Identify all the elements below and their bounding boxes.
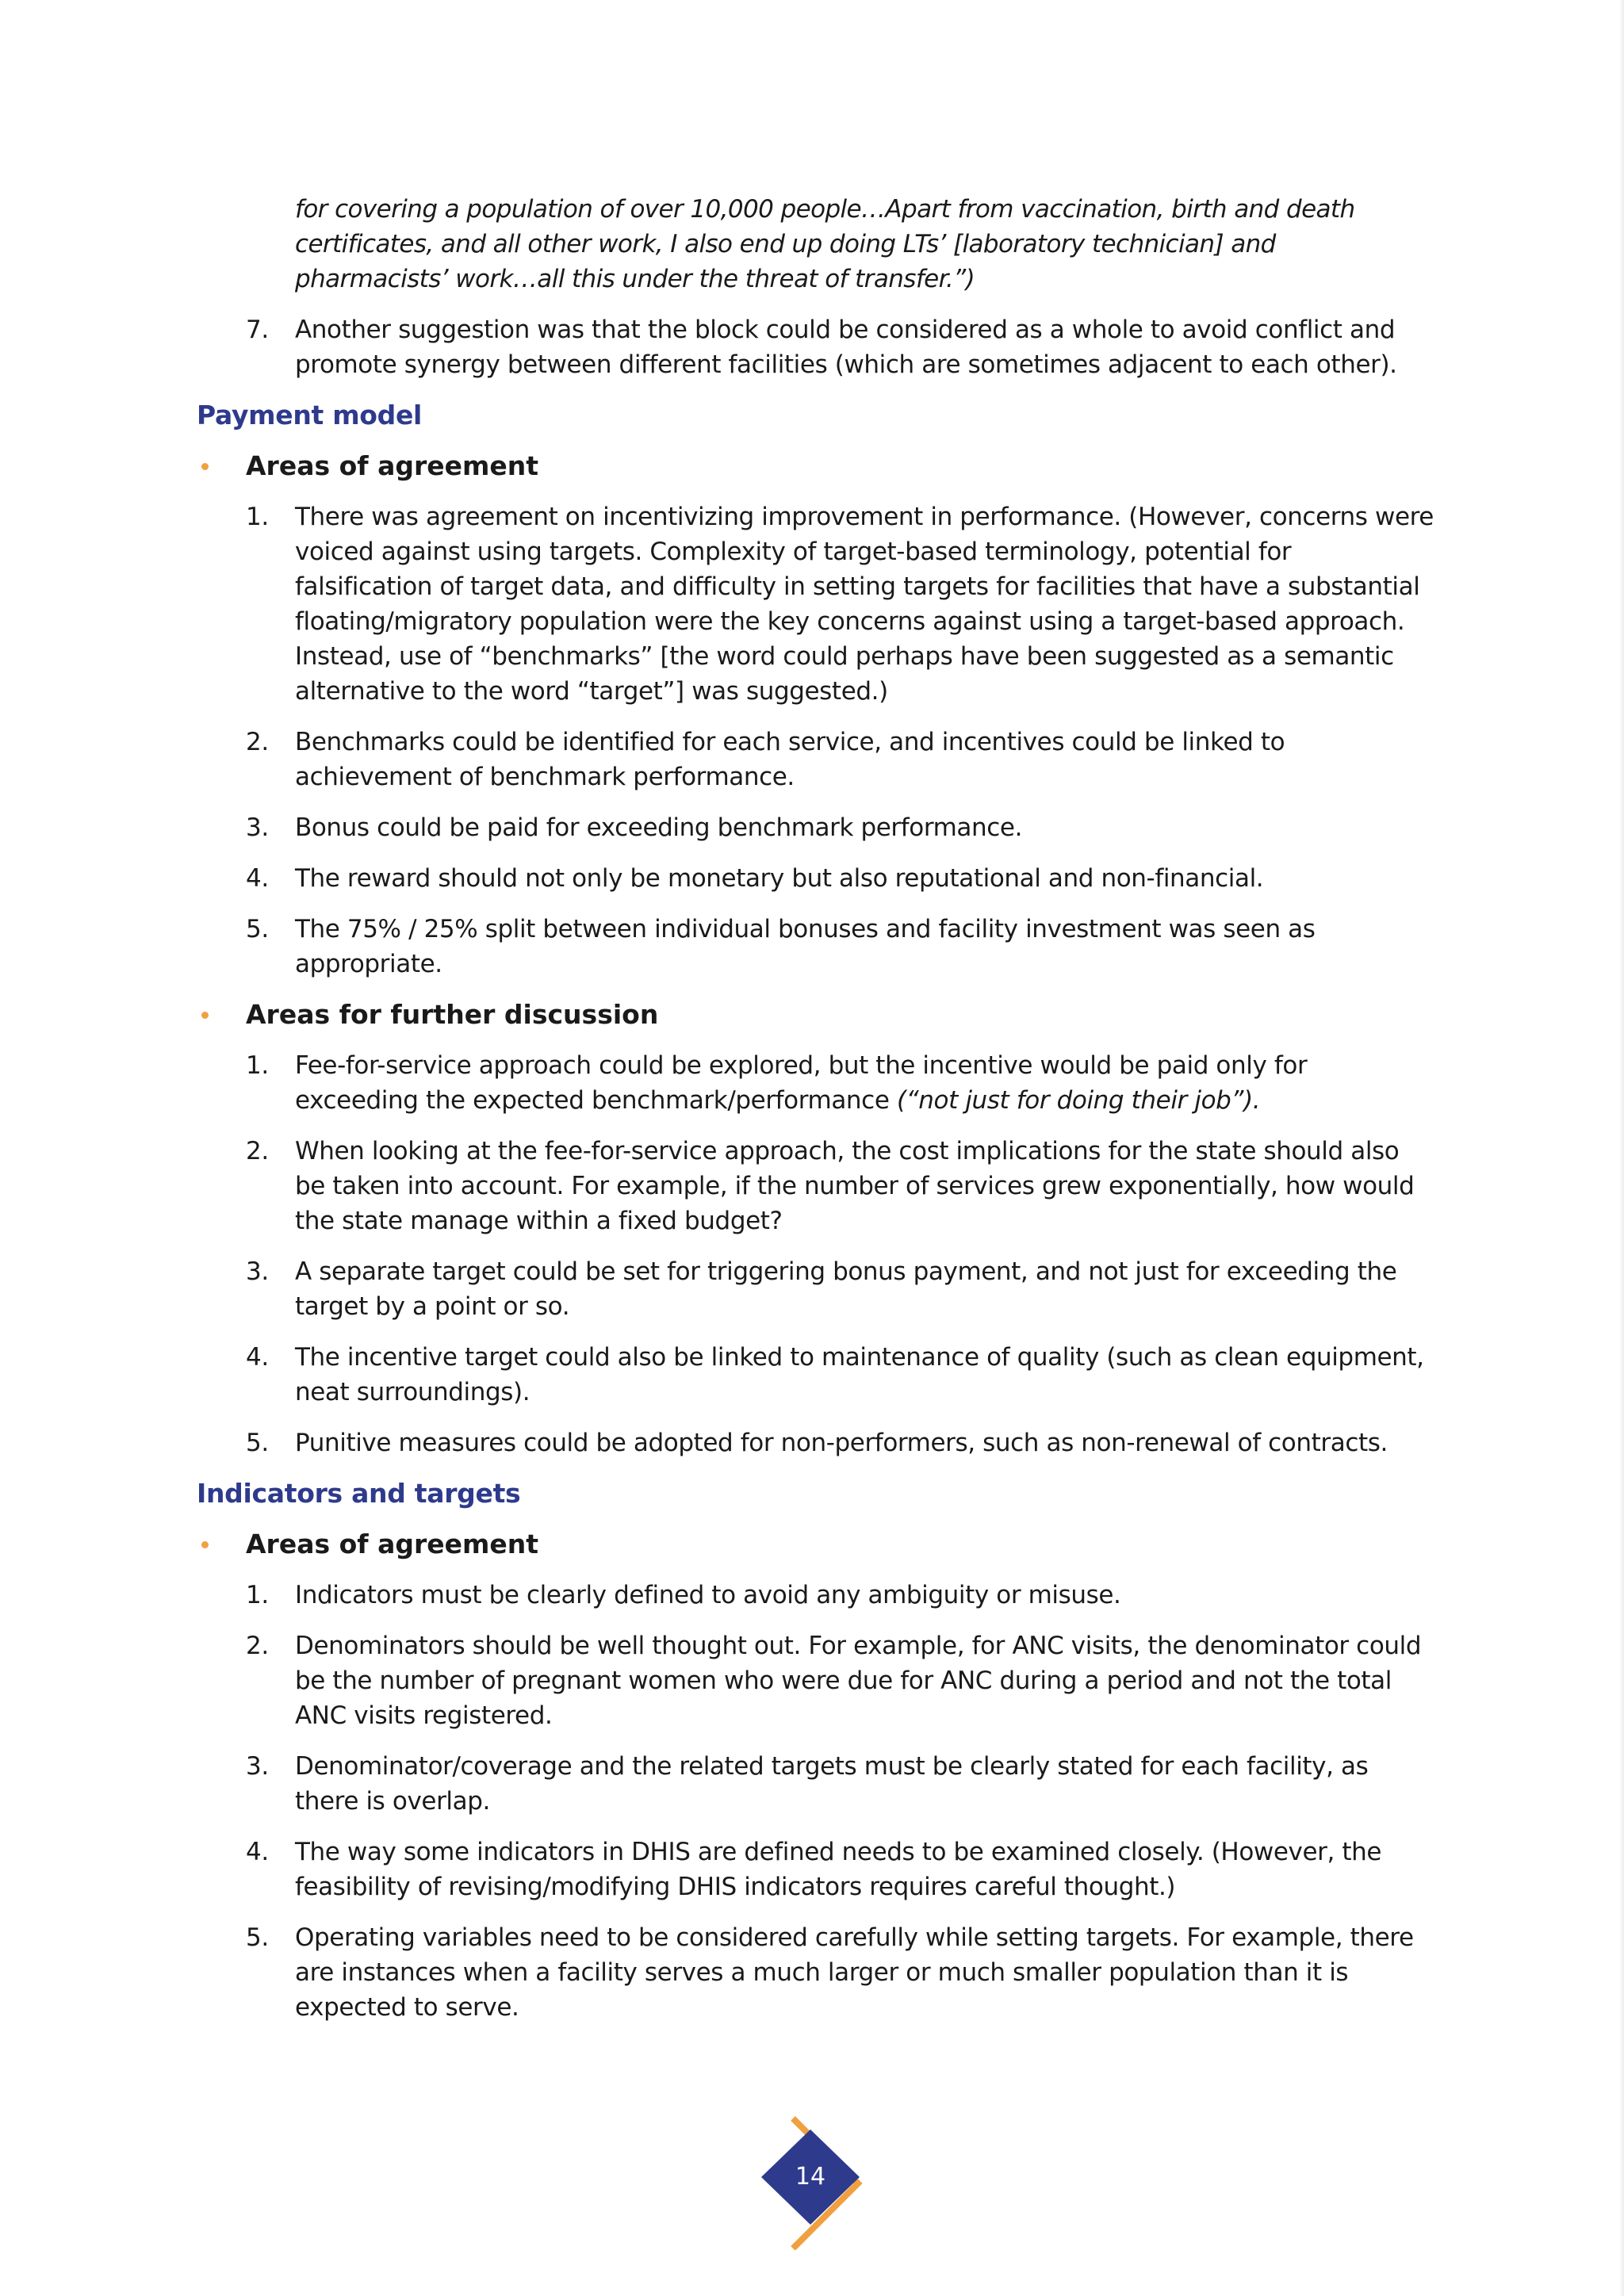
- list-item-number: 5.: [246, 915, 269, 943]
- payment-agreement-list: [197, 499, 1434, 982]
- list-item-number: 5.: [246, 1923, 269, 1952]
- list-item-text: Operating variables need to be considered carefully while setting targets. For example, there are instances when a facility serves a much larger or much smaller population than it is expected to serve.: [295, 1923, 1414, 2022]
- list-item-number: 2.: [246, 1137, 269, 1165]
- list-item: [197, 1254, 1434, 1324]
- list-item-number: 1.: [246, 1051, 269, 1080]
- list-item-number: 1.: [246, 1581, 269, 1609]
- bullet-dot-icon: [201, 1012, 209, 1019]
- list-item-text: The 75% / 25% split between individual bonuses and facility investment was seen as appropriate.: [295, 915, 1316, 978]
- list-item-text: Benchmarks could be identified for each service, and incentives could be linked to achievement of benchmark performance.: [295, 728, 1285, 791]
- list-item-number: 4.: [246, 1343, 269, 1372]
- list-item: [197, 1578, 1434, 1613]
- list-item-text: The incentive target could also be linked to maintenance of quality (such as clean equipment, neat surroundings).: [295, 1343, 1424, 1406]
- section-heading-payment-model: Payment model: [197, 400, 423, 430]
- list-item-number: 3.: [246, 1257, 269, 1286]
- bullet-dot-icon: [201, 1541, 209, 1548]
- list-item-text-main: Fee-for-service approach could be explored, but the incentive would be paid only for exceeding the expected benchmark/performance: [295, 1051, 1308, 1115]
- bullet-areas-of-agreement: [197, 449, 1434, 484]
- list-item-text: The way some indicators in DHIS are defined needs to be examined closely. (However, the feasibility of revising/modifying DHIS indicators requires careful thought.): [295, 1838, 1382, 1901]
- list-item-text: A separate target could be set for triggering bonus payment, and not just for exceeding the target by a point or so.: [295, 1257, 1397, 1321]
- list-item: [197, 725, 1434, 794]
- list-item-number: 3.: [246, 813, 269, 842]
- page-number: 14: [795, 2163, 826, 2191]
- bullet-areas-for-further-discussion: [197, 997, 1434, 1032]
- bullet-label: Areas for further discussion: [246, 999, 659, 1030]
- list-item-text: Indicators must be clearly defined to avoid any ambiguity or misuse.: [295, 1581, 1121, 1609]
- list-item-number: 2.: [246, 1632, 269, 1660]
- list-item: [197, 1134, 1434, 1238]
- list-item: [197, 912, 1434, 982]
- list-item: [197, 1749, 1434, 1819]
- list-item-text: [295, 1051, 1307, 1115]
- list-item-text: Denominators should be well thought out. For example, for ANC visits, the denominator could be the number of pregnant women who were due for ANC during a period and not the total ANC visits registered.: [295, 1632, 1422, 1730]
- list-item-text: Bonus could be paid for exceeding benchmark performance.: [295, 813, 1023, 842]
- list-item: [197, 499, 1434, 709]
- list-item-number: 5.: [246, 1429, 269, 1457]
- list-item: [197, 1425, 1434, 1460]
- list-item-text: Punitive measures could be adopted for non-performers, such as non-renewal of contracts.: [295, 1429, 1388, 1457]
- payment-discussion-list: [197, 1048, 1434, 1460]
- list-item-text: The reward should not only be monetary but also reputational and non-financial.: [295, 864, 1264, 893]
- section-heading-indicators-and-targets: Indicators and targets: [197, 1478, 521, 1509]
- list-item: [197, 1835, 1434, 1904]
- page-content: [197, 192, 1434, 2041]
- list-item-quote: (“not just for doing their job”).: [896, 1086, 1261, 1115]
- list-item: [197, 1628, 1434, 1733]
- page-edge-shadow: [1619, 0, 1624, 2296]
- list-item-text: Another suggestion was that the block could be considered as a whole to avoid conflict and promote synergy between different facilities (which are sometimes adjacent to each other).: [295, 316, 1397, 379]
- list-item: [197, 1340, 1434, 1410]
- list-item-number: 1.: [246, 503, 269, 531]
- list-item-text: There was agreement on incentivizing improvement in performance. (However, concerns were voiced against using targets. Complexity of target-based terminology, potential for falsification of target data, and difficulty in setting targets for facilities that have a substantial floating/migratory population were the key concerns against using a target-based approach. Instead, use of “benchmarks” [the word could perhaps have been suggested as a semantic alternative to the word “target”] was suggested.): [295, 503, 1434, 706]
- list-item-number: 4.: [246, 1838, 269, 1866]
- bullet-dot-icon: [201, 463, 209, 470]
- intro-list: [197, 312, 1434, 382]
- list-item: [197, 1920, 1434, 2025]
- list-item-text: Denominator/coverage and the related targets must be clearly stated for each facility, as there is overlap.: [295, 1752, 1369, 1816]
- list-item-number: 3.: [246, 1752, 269, 1781]
- list-item-number: 2.: [246, 728, 269, 756]
- list-item-text: When looking at the fee-for-service approach, the cost implications for the state should also be taken into account. For example, if the number of services grew exponentially, how would the state manage within a fixed budget?: [295, 1137, 1415, 1235]
- list-item-number: 4.: [246, 864, 269, 893]
- list-item-number: 7.: [246, 316, 269, 344]
- list-item: [197, 312, 1434, 382]
- bullet-label: Areas of agreement: [246, 1529, 539, 1559]
- bullet-areas-of-agreement: [197, 1527, 1434, 1562]
- quote-continuation: for covering a population of over 10,000 people…Apart from vaccination, birth and death certificates, and all other work, I also end up doing LTs’ [laboratory technician] and pharmacists’ work…all this under the threat of transfer.”): [295, 195, 1355, 293]
- list-item: [197, 861, 1434, 896]
- bullet-label: Areas of agreement: [246, 450, 539, 481]
- page-number-badge: [761, 2115, 888, 2250]
- indicators-agreement-list: [197, 1578, 1434, 2025]
- list-item: [197, 1048, 1434, 1118]
- list-item: [197, 810, 1434, 845]
